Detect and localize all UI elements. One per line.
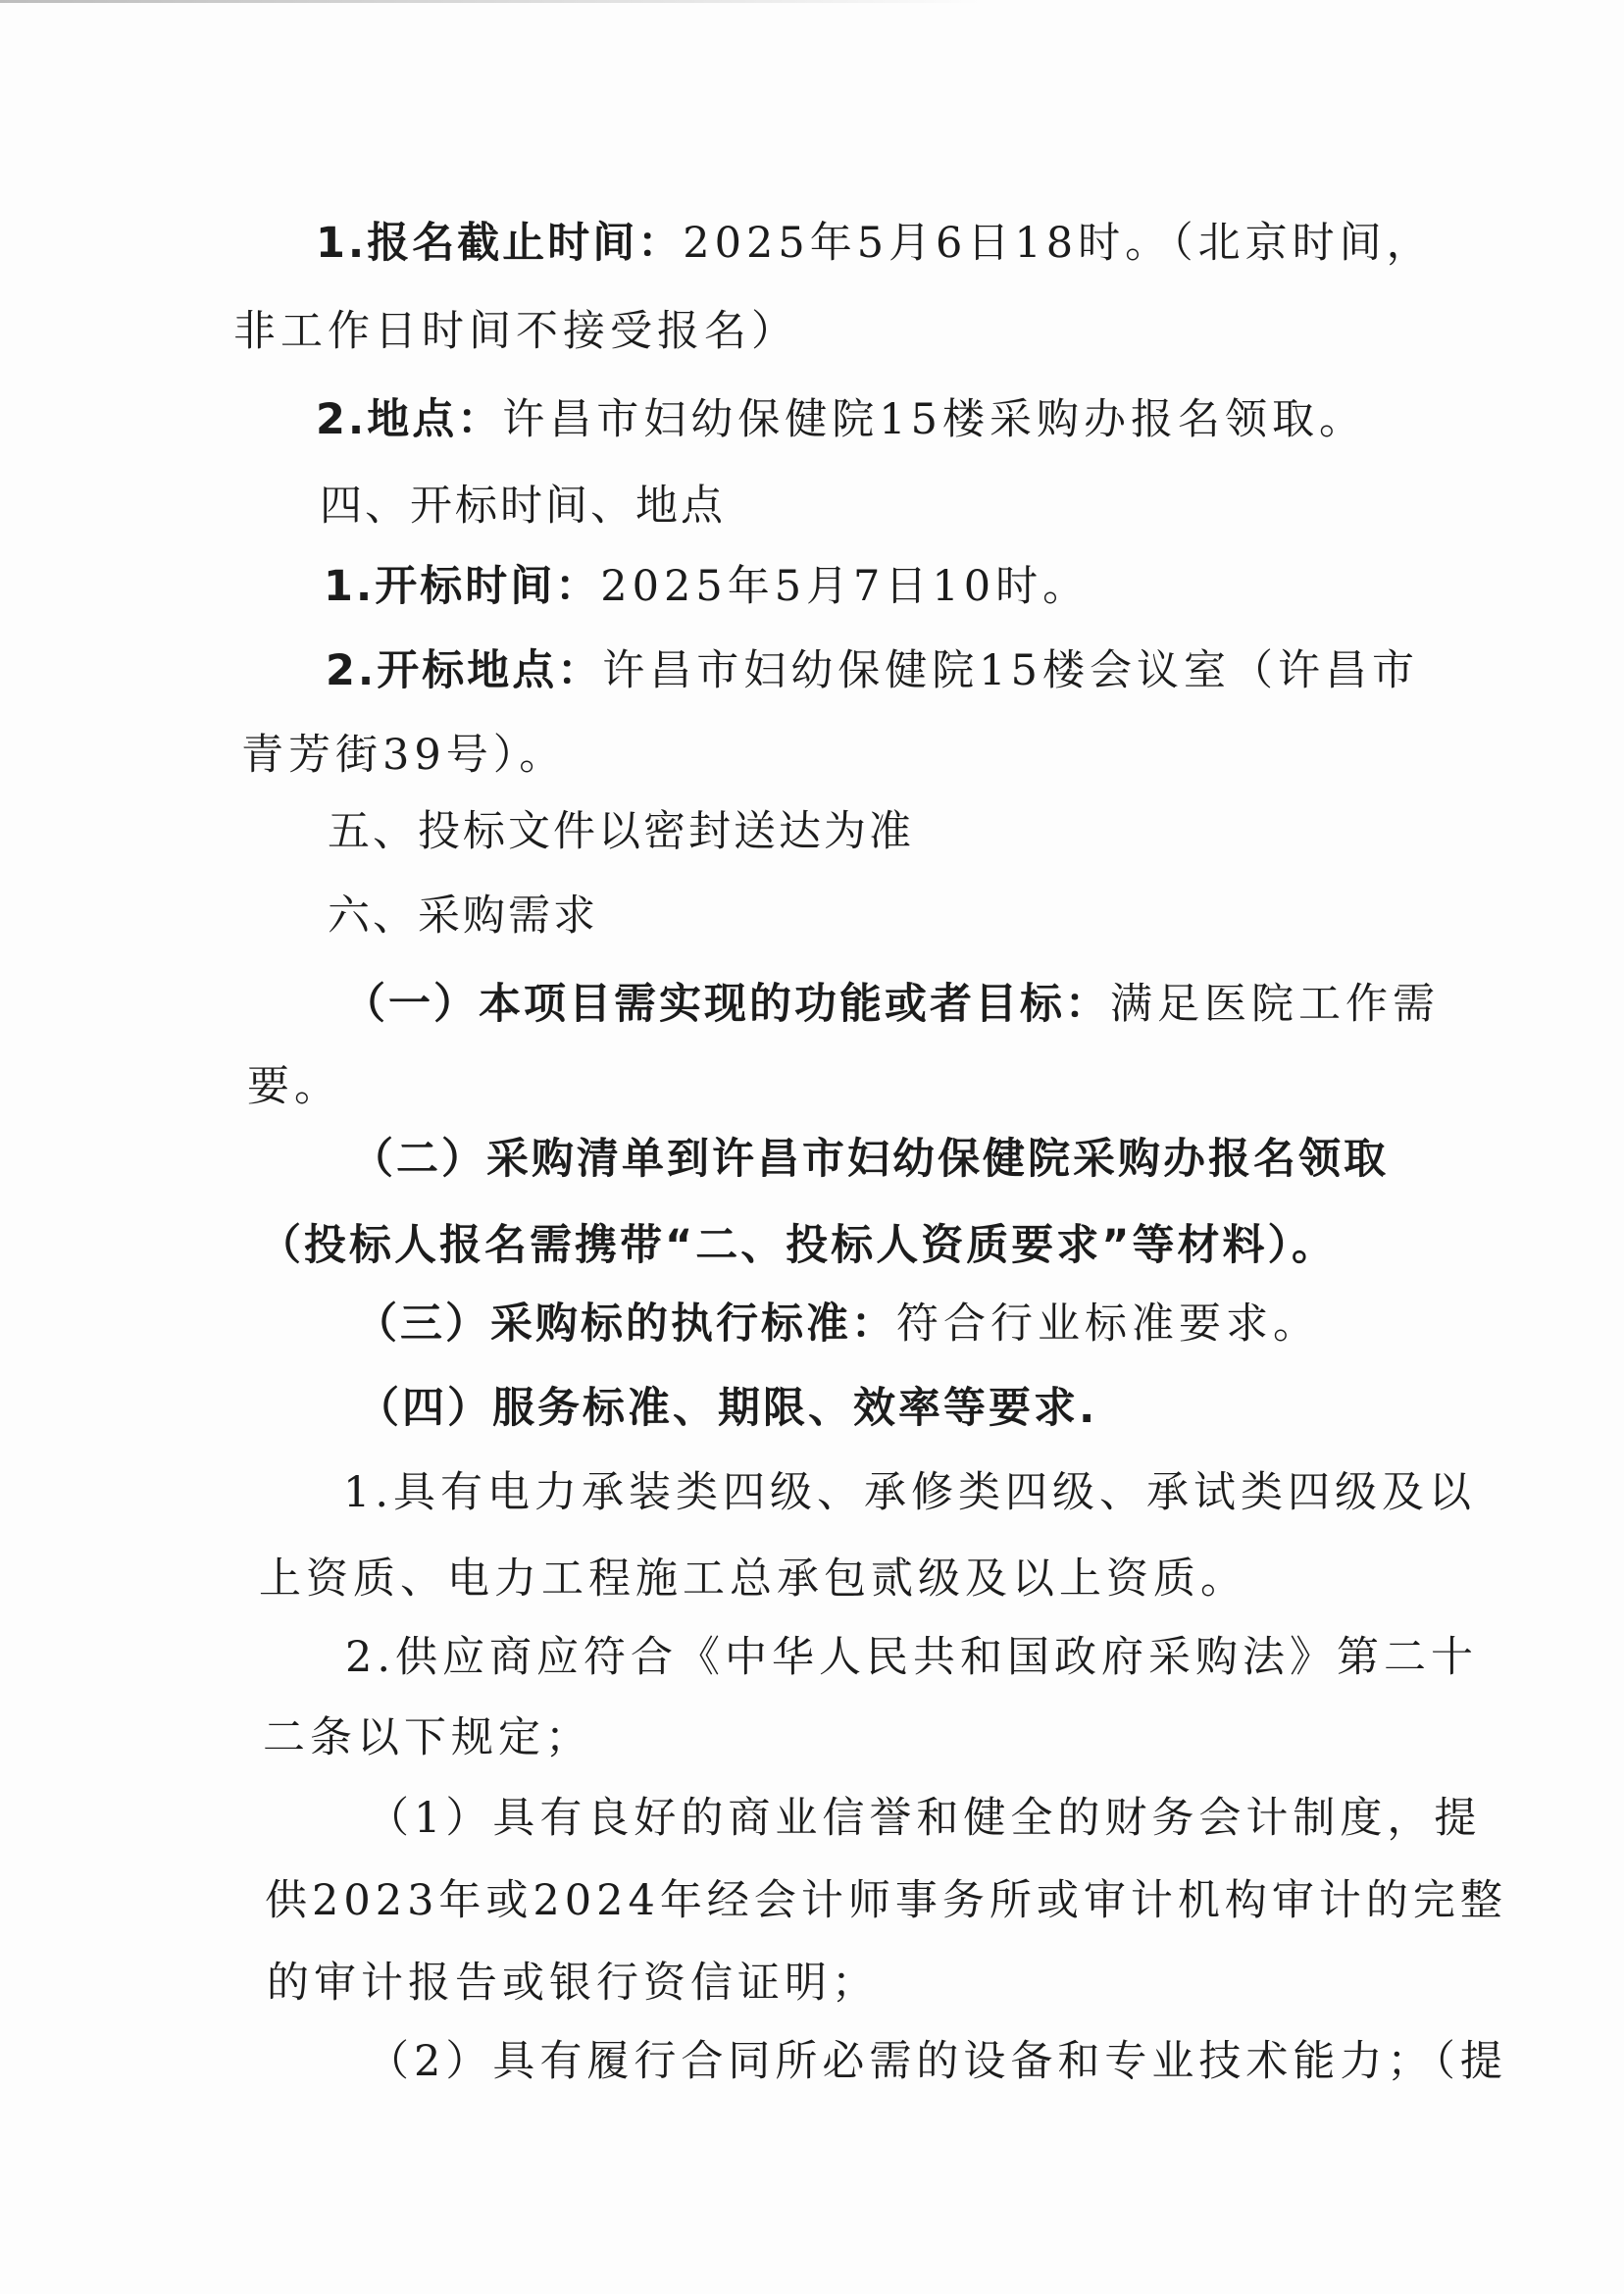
item3-label: （三）采购标的执行标准：	[355, 1300, 896, 1349]
opening-place-line	[326, 641, 1419, 700]
item2-line2: （投标人报名需携带“二、投标人资质要求”等材料）。	[259, 1221, 1338, 1270]
item4-heading: （四）服务标准、期限、效率等要求.	[357, 1384, 1098, 1433]
section4-heading: 四、开标时间、地点	[320, 482, 726, 531]
signup-deadline-value: 2025年5月6日18时。（北京时间，	[683, 219, 1434, 268]
item3-line	[355, 1295, 1320, 1353]
item1-cont	[247, 1057, 341, 1116]
signup-deadline-note	[233, 302, 798, 361]
req2-line2: 二条以下规定；	[263, 1713, 592, 1762]
item1-label: （一）本项目需实现的功能或者目标：	[343, 980, 1110, 1029]
opening-place-cont	[241, 726, 566, 785]
opening-place-label: 2.开标地点：	[326, 646, 603, 695]
item1-line	[343, 975, 1440, 1034]
sub2-line1: （2）具有履行合同所必需的设备和专业技术能力；（提	[367, 2037, 1507, 2086]
sub1-line3: 的审计报告或银行资信证明；	[267, 1959, 879, 2008]
item3-value: 符合行业标准要求。	[896, 1300, 1320, 1349]
opening-time-value: 2025年5月7日10时。	[600, 562, 1091, 611]
signup-place-value: 许昌市妇幼保健院15楼采购办报名领取。	[502, 395, 1366, 444]
signup-deadline-note-text: 非工作日时间不接受报名）	[233, 307, 798, 356]
opening-time-line	[324, 557, 1090, 616]
signup-place-line	[316, 390, 1366, 449]
scan-edge	[0, 0, 981, 3]
req1-line1: 1.具有电力承装类四级、承修类四级、承试类四级及以	[343, 1468, 1477, 1517]
sub1-line2: 供2023年或2024年经会计师事务所或审计机构审计的完整	[265, 1876, 1507, 1925]
section6-heading: 六、采购需求	[328, 892, 598, 941]
item1-cont-text: 要。	[247, 1062, 341, 1111]
section5-heading: 五、投标文件以密封送达为准	[328, 807, 914, 856]
opening-place-value: 许昌市妇幼保健院15楼会议室（许昌市	[602, 646, 1419, 695]
opening-place-cont-text: 青芳街39号）。	[241, 731, 567, 780]
sub1-line1: （1）具有良好的商业信誉和健全的财务会计制度，提	[367, 1794, 1482, 1843]
req2-line1: 2.供应商应符合《中华人民共和国政府采购法》第二十	[345, 1633, 1479, 1682]
req1-line2: 上资质、电力工程施工总承包贰级及以上资质。	[259, 1555, 1247, 1604]
signup-deadline-label: 1.报名截止时间：	[316, 219, 684, 268]
item1-value: 满足医院工作需	[1110, 980, 1440, 1029]
signup-place-label: 2.地点：	[316, 395, 503, 444]
signup-deadline-line	[316, 214, 1434, 273]
opening-time-label: 1.开标时间：	[324, 562, 601, 611]
item2-line1: （二）采购清单到许昌市妇幼保健院采购办报名领取	[351, 1135, 1389, 1184]
